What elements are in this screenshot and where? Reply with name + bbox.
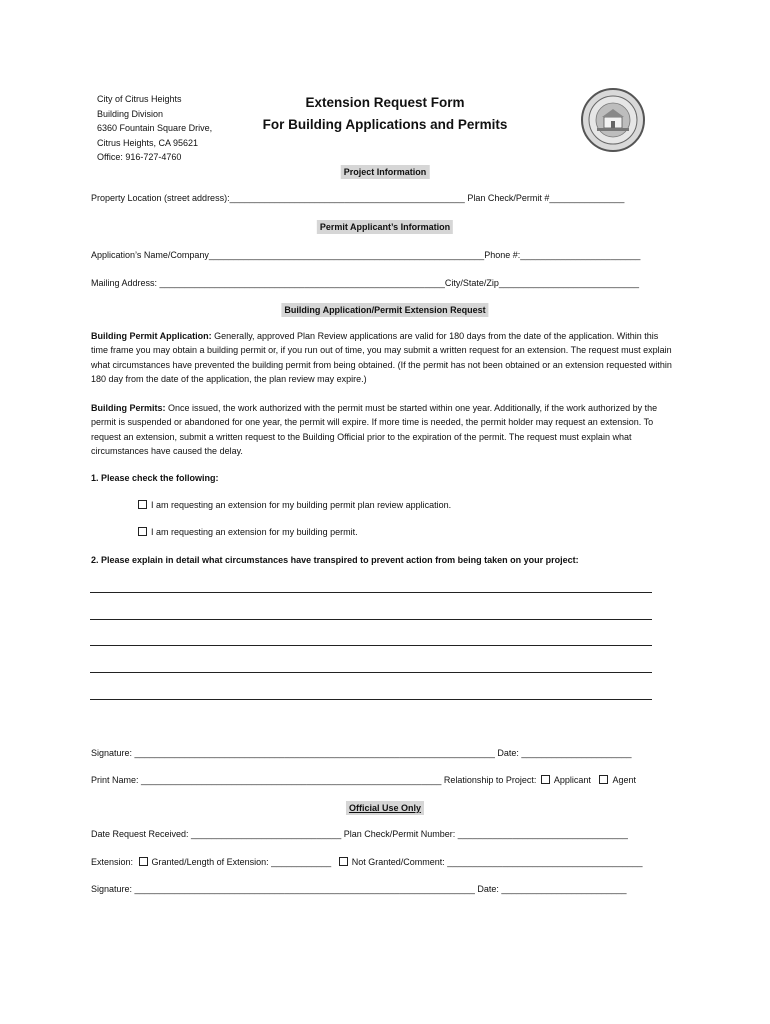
address-block (97, 92, 212, 165)
option-building-permit[interactable] (138, 527, 358, 537)
not-granted-field[interactable]: Not Granted/Comment: _______________________________________ (351, 857, 643, 867)
address-line: Office: 916-727-4760 (97, 152, 182, 163)
paragraph-label: Building Permit Application: (91, 331, 212, 341)
checkbox-icon[interactable] (138, 527, 147, 536)
option-label: I am requesting an extension for my building permit plan review application. (151, 500, 452, 510)
paragraph-text: Generally, approved Plan Review applications are valid for 180 days from the date of the application. Within this time frame you may obtain a building permit or, if you run out of time, you may submit a written request for an extension. The request must explain what circumstances have prevented the building permit from being obtained. (If the permit has not been obtained or an extension requested within 180 day from the date of the application, the plan review may expire.) (91, 331, 672, 384)
section-extension-request: Building Application/Permit Extension Request (281, 303, 488, 317)
section-project-info: Project Information (341, 165, 430, 179)
agent-option: Agent (612, 775, 636, 785)
section-official-use: Official Use Only (346, 801, 424, 815)
paragraph-label: Building Permits: (91, 403, 166, 413)
explanation-line[interactable] (90, 699, 652, 700)
building-permit-application-paragraph (91, 329, 676, 386)
checkbox-icon[interactable] (339, 857, 348, 866)
explanation-line[interactable] (90, 645, 652, 646)
checkbox-icon[interactable] (541, 775, 550, 784)
address-line: Citrus Heights, CA 95621 (97, 137, 199, 148)
explanation-line[interactable] (90, 592, 652, 593)
paragraph-text: Once issued, the work authorized with the permit must be started within one year. Additionally, if the work authorized by the permit is suspended or abandoned for one year, the permit will expire. If more time is needed, the permit holder may request an extension. To request an extension, submit a written request to the Building Official prior to the expiration of the permit. The request must explain what circumstances have caused the delay. (91, 403, 658, 456)
question-1-label: 1. Please check the following: (91, 473, 219, 483)
building-permits-paragraph (91, 401, 676, 458)
section-applicant-info: Permit Applicant’s Information (317, 220, 453, 234)
explanation-line[interactable] (90, 672, 652, 673)
option-plan-review[interactable] (138, 500, 451, 510)
print-name-field[interactable]: Print Name: ____________________________________________________________ Relationship to Project: (91, 775, 537, 785)
applicant-name-field[interactable]: Application’s Name/Company_______________________________________________________Phone #:________________________ (91, 250, 641, 260)
print-name-row (91, 775, 636, 785)
applicant-option: Applicant (553, 775, 591, 785)
property-location-field[interactable]: Property Location (street address):_______________________________________________ Plan Check/Permit #_______________ (91, 193, 625, 203)
date-received-field[interactable]: Date Request Received: ______________________________ Plan Check/Permit Number: __________________________________ (91, 829, 628, 839)
signature-field[interactable]: Signature: ________________________________________________________________________ Date: ______________________ (91, 748, 632, 758)
option-label: I am requesting an extension for my building permit. (151, 527, 358, 537)
checkbox-icon[interactable] (138, 500, 147, 509)
granted-field[interactable]: Granted/Length of Extension: ____________ (151, 857, 332, 867)
address-line: Building Division (97, 108, 164, 119)
city-seal-icon (581, 88, 645, 152)
checkbox-icon[interactable] (139, 857, 148, 866)
extension-row (91, 857, 642, 867)
mailing-address-field[interactable]: Mailing Address: _________________________________________________________City/State/Zip____________________________ (91, 278, 640, 288)
checkbox-icon[interactable] (599, 775, 608, 784)
form-title: Extension Request Form (305, 95, 465, 110)
address-line: City of Citrus Heights (97, 94, 182, 104)
question-2-label: 2. Please explain in detail what circumstances have transpired to prevent action from being taken on your project: (91, 555, 579, 565)
official-signature-field[interactable]: Signature: ____________________________________________________________________ Date: _________________________ (91, 884, 627, 894)
explanation-line[interactable] (90, 619, 652, 620)
address-line: 6360 Fountain Square Drive, (97, 123, 213, 134)
extension-label: Extension: (91, 857, 134, 867)
form-subtitle: For Building Applications and Permits (262, 117, 508, 132)
